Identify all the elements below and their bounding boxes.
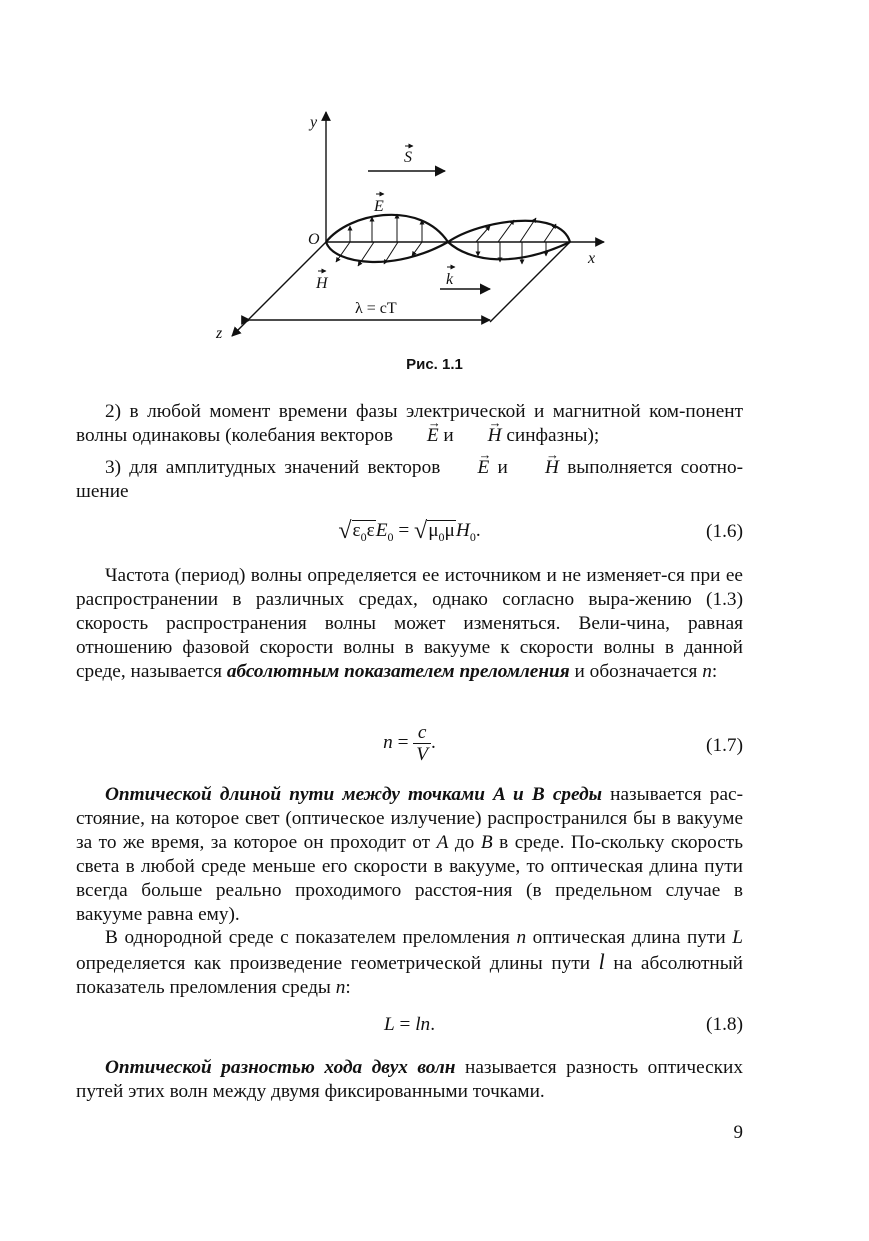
x-axis-label: x xyxy=(588,250,596,267)
term-absolute-refractive-index: абсолютным показателем преломления xyxy=(226,661,570,682)
wave-figure xyxy=(0,0,869,350)
origin-label: O xyxy=(308,231,320,248)
paragraph-homogeneous-medium: В однородной среде с показателем преломления n оптическая длина пути L определяется как произведение геометрической длины пути l на абсолютный показатель преломления среды n: xyxy=(76,927,743,998)
z-axis-label: z xyxy=(216,325,223,342)
paragraph-path-difference: Оптической разностью хода двух волн называется разность оптических путей этих волн между двумя фиксированными точками. xyxy=(76,1057,743,1102)
equation-1-7: n = $\frac{c}{V}$ . (1.7) xyxy=(383,722,743,765)
paragraph-optical-path: Оптической длиной пути между точками A и B среды называется рас-стояние, на которое свет (оптическое излучение) распространился бы в вакууме за то же время, за которое он проходит от A до B в среде. По-скольку скорость света в любой среде меньше его скорости в вакууме, то оптическая длина пути всегда больше реально проходимого расстоя-ния (в предельном случае в вакууме равна ему). xyxy=(76,784,743,925)
term-optical-path-difference: Оптической разностью хода двух волн xyxy=(105,1057,456,1078)
paragraph-refractive-index: Частота (период) волны определяется ее источником и не изменяет-ся при ее распространении в различных средах, однако согласно выра-жению (1.3) скорость распространения волны может изменяться. Вели-чина, равная отношению фазовой скорости волны в вакууме к скорости волны в данной среде, называется абсолютным показателем преломления и обозначается n: xyxy=(76,565,743,682)
term-optical-path-length: Оптической длиной пути между точками A и B среды xyxy=(105,784,603,805)
e-vector-label: E xyxy=(374,198,384,215)
wavelength-label: λ = cT xyxy=(355,300,397,317)
vector-e-inline: → E xyxy=(449,456,490,480)
vector-h-inline: → H xyxy=(516,456,559,480)
equation-number: (1.7) xyxy=(706,735,743,756)
z-axis-line xyxy=(232,242,326,336)
paragraph-item-2: 2) в любой момент времени фазы электрической и магнитной ком-понент волны одинаковы (колебания векторов → E и → H синфазны); xyxy=(76,400,743,448)
y-axis-label: y xyxy=(310,114,318,131)
h-vector-label: H xyxy=(316,275,328,292)
k-vector-label: k xyxy=(446,271,454,288)
equation-1-8: L = ln. (1.8) xyxy=(383,1014,743,1035)
equation-number: (1.6) xyxy=(706,521,743,542)
vector-h-inline: → H xyxy=(459,424,502,448)
parallelogram-right-edge xyxy=(490,242,570,322)
equation-1-6: $√\varepsilon_0\varepsilon E_0 = √\mu_0\mu H_0$. (1.6) xyxy=(76,518,743,548)
s-vector-label: S xyxy=(404,149,412,166)
page-number: 9 xyxy=(733,1122,743,1143)
figure-caption: Рис. 1.1 xyxy=(406,356,463,373)
equation-number: (1.8) xyxy=(706,1014,743,1035)
paragraph-item-3: 3) для амплитудных значений векторов → E и → H выполняется соотно-шение xyxy=(76,456,743,504)
vector-e-inline: → E xyxy=(398,424,439,448)
